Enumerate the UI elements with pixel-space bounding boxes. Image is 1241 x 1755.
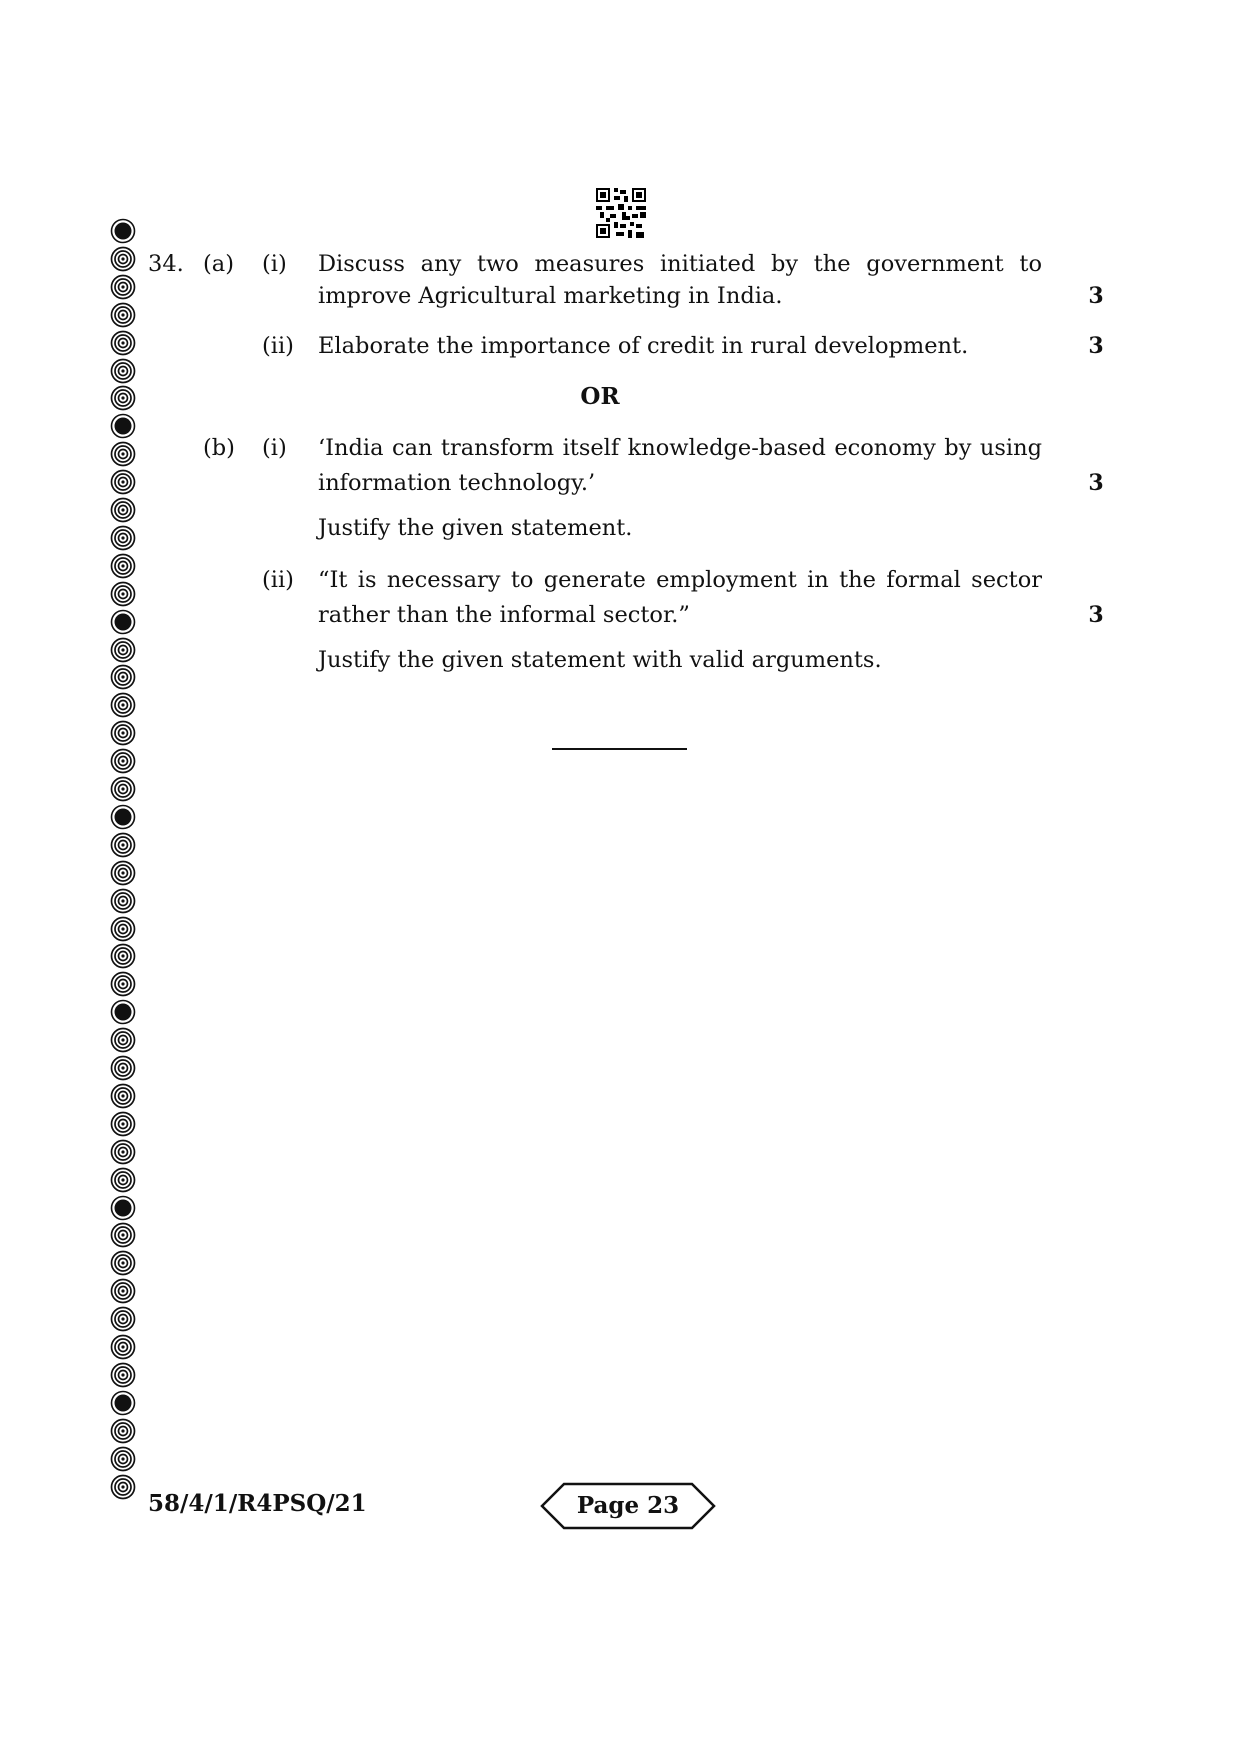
item-a-i-label: (i) <box>262 251 287 277</box>
part-b-label: (b) <box>203 435 235 461</box>
margin-solid-dot-icon <box>110 609 136 635</box>
item-a-i-text-line2: improve Agricultural marketing in India. <box>318 283 783 309</box>
end-of-paper-rule <box>552 748 687 750</box>
margin-ring-icon <box>110 358 136 384</box>
margin-ring-icon <box>110 1446 136 1472</box>
margin-ring-icon <box>110 469 136 495</box>
margin-ring-icon <box>110 720 136 746</box>
question-number: 34. <box>148 251 184 277</box>
margin-ring-icon <box>110 1306 136 1332</box>
item-b-i-text-line1: ‘India can transform itself knowledge-based economy by using <box>318 435 1042 461</box>
part-a-label: (a) <box>203 251 234 277</box>
margin-ring-icon <box>110 1167 136 1193</box>
or-divider-label: OR <box>580 383 620 410</box>
margin-ring-icon <box>110 971 136 997</box>
margin-ring-icon <box>110 832 136 858</box>
item-b-i-label: (i) <box>262 435 287 461</box>
margin-solid-dot-icon <box>110 1195 136 1221</box>
item-b-ii-marks: 3 <box>1088 602 1104 628</box>
margin-solid-dot-icon <box>110 218 136 244</box>
margin-ring-icon <box>110 497 136 523</box>
item-b-ii-instruction: Justify the given statement with valid arguments. <box>318 647 882 673</box>
margin-ring-icon <box>110 274 136 300</box>
margin-ring-icon <box>110 525 136 551</box>
margin-ring-icon <box>110 246 136 272</box>
item-b-i-marks: 3 <box>1088 470 1104 496</box>
margin-ring-icon <box>110 943 136 969</box>
margin-ring-icon <box>110 1278 136 1304</box>
margin-ring-icon <box>110 692 136 718</box>
margin-ring-icon <box>110 916 136 942</box>
item-b-i-text-line2: information technology.’ <box>318 470 596 496</box>
margin-ring-icon <box>110 441 136 467</box>
item-a-ii-text: Elaborate the importance of credit in rural development. <box>318 333 969 359</box>
page-number: Page 23 <box>576 1492 680 1519</box>
item-b-ii-label: (ii) <box>262 567 294 593</box>
margin-ring-icon <box>110 1111 136 1137</box>
margin-ring-icon <box>110 1362 136 1388</box>
item-b-i-instruction: Justify the given statement. <box>318 515 633 541</box>
qr-code-icon <box>596 188 646 238</box>
margin-ring-icon <box>110 1139 136 1165</box>
margin-ring-icon <box>110 385 136 411</box>
margin-solid-dot-icon <box>110 999 136 1025</box>
item-a-i-marks: 3 <box>1088 283 1104 309</box>
item-b-ii-text-line1: “It is necessary to generate employment in the formal sector <box>318 567 1042 593</box>
margin-solid-dot-icon <box>110 413 136 439</box>
paper-code: 58/4/1/R4PSQ/21 <box>148 1490 367 1517</box>
margin-ring-icon <box>110 330 136 356</box>
margin-solid-dot-icon <box>110 1390 136 1416</box>
margin-solid-dot-icon <box>110 804 136 830</box>
margin-ring-icon <box>110 637 136 663</box>
margin-ring-icon <box>110 1334 136 1360</box>
item-a-i-text-line1: Discuss any two measures initiated by the government to <box>318 251 1042 277</box>
margin-ring-icon <box>110 302 136 328</box>
margin-ring-icon <box>110 581 136 607</box>
margin-ring-icon <box>110 553 136 579</box>
margin-ring-icon <box>110 1083 136 1109</box>
margin-ring-icon <box>110 1055 136 1081</box>
margin-ring-icon <box>110 1250 136 1276</box>
margin-ring-icon <box>110 1222 136 1248</box>
margin-ring-icon <box>110 748 136 774</box>
margin-ring-icon <box>110 664 136 690</box>
margin-ring-icon <box>110 1027 136 1053</box>
margin-ring-icon <box>110 860 136 886</box>
item-b-ii-text-line2: rather than the informal sector.” <box>318 602 690 628</box>
margin-ring-icon <box>110 776 136 802</box>
margin-ring-icon <box>110 888 136 914</box>
item-a-ii-marks: 3 <box>1088 333 1104 359</box>
item-a-ii-label: (ii) <box>262 333 294 359</box>
margin-ring-icon <box>110 1474 136 1500</box>
margin-ring-icon <box>110 1418 136 1444</box>
